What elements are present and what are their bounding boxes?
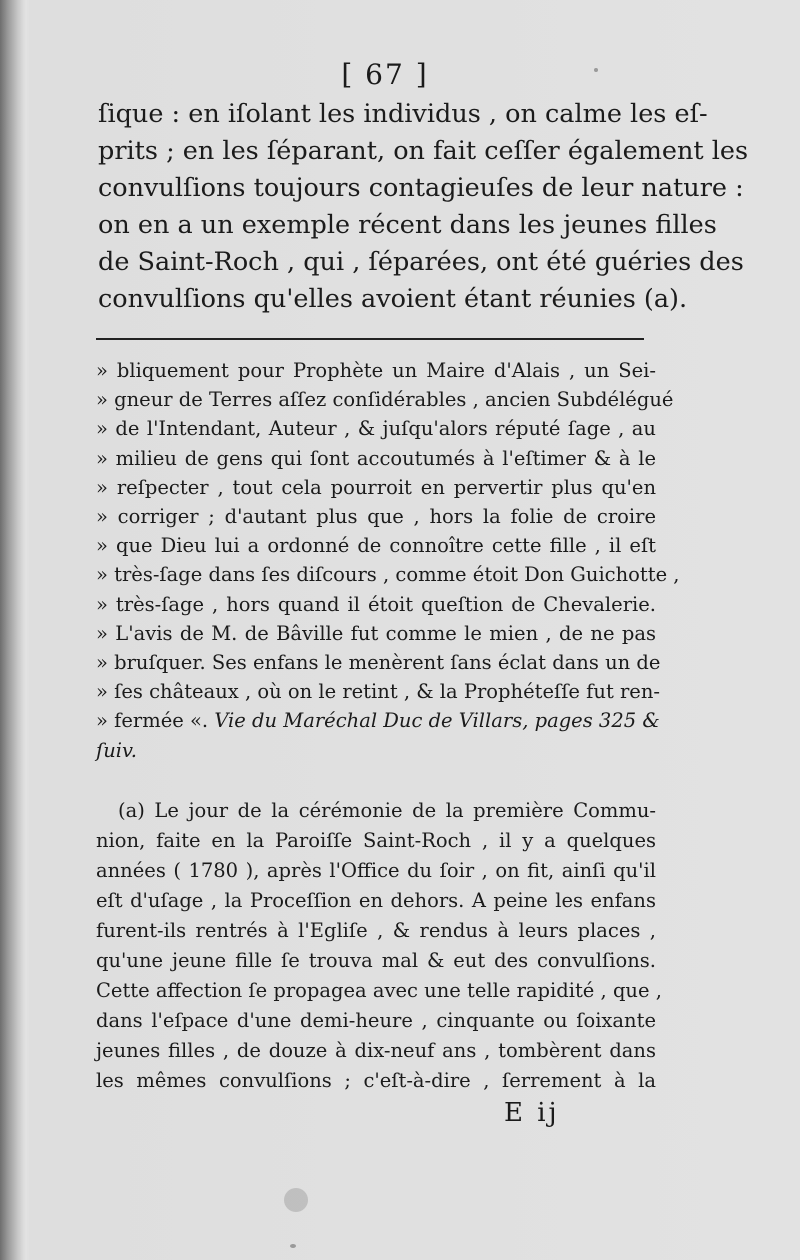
main-line: de Saint-Roch , qui , ſéparées, ont été guéries des xyxy=(98,247,744,277)
ink-speck xyxy=(594,68,598,72)
main-line: convulſions toujours contagieuſes de leur nature : xyxy=(98,173,744,203)
signature-mark: E ij xyxy=(504,1098,560,1128)
quote-line: » corriger ; d'autant plus que , hors la folie de croire xyxy=(96,505,656,529)
quote-line: » que Dieu lui a ordonné de connoître cette fille , il eſt xyxy=(96,534,656,558)
note-line: (a) Le jour de la cérémonie de la première Commu- xyxy=(118,799,656,822)
quote-line: » de l'Intendant, Auteur , & juſqu'alors réputé ſage , au xyxy=(96,417,656,441)
quote-final-line xyxy=(96,706,660,735)
footnote-a xyxy=(96,796,662,1096)
note-line: nion, faite en la Paroiſſe Saint-Roch , il y a quelques xyxy=(96,829,656,852)
quote-line: » milieu de gens qui ſont accoutumés à l'eſtimer & à le xyxy=(96,446,656,470)
page-number: [ 67 ] xyxy=(341,58,429,91)
quote-line: » bruſquer. Ses enfans le menèrent ſans éclat dans un de xyxy=(96,651,661,675)
note-line: eſt d'uſage , la Proceſſion en dehors. A peine les enfans xyxy=(96,889,656,912)
main-line: prits ; en les ſéparant, on fait ceſſer également les xyxy=(98,136,749,166)
quote-line: » gneur de Terres aſſez conſidérables , ancien Subdélégué xyxy=(96,388,674,412)
note-line: les mêmes convulſions ; c'eſt-à-dire , ſerrement à la xyxy=(96,1069,656,1092)
quote-line: » reſpecter , tout cela pourroit en pervertir plus qu'en xyxy=(96,475,656,499)
quote-line: » très-ſage , hors quand il étoit queſtion de Chevalerie. xyxy=(96,592,656,616)
main-text xyxy=(98,96,749,318)
note-line: années ( 1780 ), après l'Office du ſoir , on fit, ainſi qu'il xyxy=(96,859,656,882)
note-line: jeunes filles , de douze à dix-neuf ans , tombèrent dans xyxy=(96,1039,656,1062)
quote-line: » bliquement pour Prophète un Maire d'Alais , un Sei- xyxy=(96,359,656,382)
note-line: qu'une jeune fille ſe trouva mal & eut des convulſions. xyxy=(96,949,656,972)
note-line: furent-ils rentrés à l'Egliſe , & rendus à leurs places , xyxy=(96,919,656,942)
page-spine-shadow xyxy=(0,0,26,1260)
quote-end: » fermée «. xyxy=(96,709,209,733)
quote-line: » L'avis de M. de Bâville fut comme le mien , de ne pas xyxy=(96,621,656,645)
quote-line: » ſes châteaux , où on le retint , & la Prophéteſſe fut ren- xyxy=(96,680,660,704)
main-line: ſique : en iſolant les individus , on calme les eſ- xyxy=(98,99,708,129)
footnote-quote xyxy=(96,356,680,765)
footnote-divider xyxy=(96,338,644,340)
quote-citation-cont: ſuiv. xyxy=(96,738,137,762)
note-line: dans l'eſpace d'une demi-heure , cinquante ou ſoixante xyxy=(96,1009,656,1032)
quote-citation: Vie du Maréchal Duc de Villars, pages 325 & xyxy=(214,709,660,733)
note-line: Cette affection ſe propagea avec une telle rapidité , que , xyxy=(96,979,662,1002)
main-line: convulſions qu'elles avoient étant réunies (a). xyxy=(98,284,688,314)
main-line: on en a un exemple récent dans les jeunes filles xyxy=(98,210,717,240)
paper-stain xyxy=(284,1188,308,1212)
quote-line: » très-ſage dans ſes diſcours , comme étoit Don Guichotte , xyxy=(96,563,680,587)
ink-speck xyxy=(290,1244,296,1248)
